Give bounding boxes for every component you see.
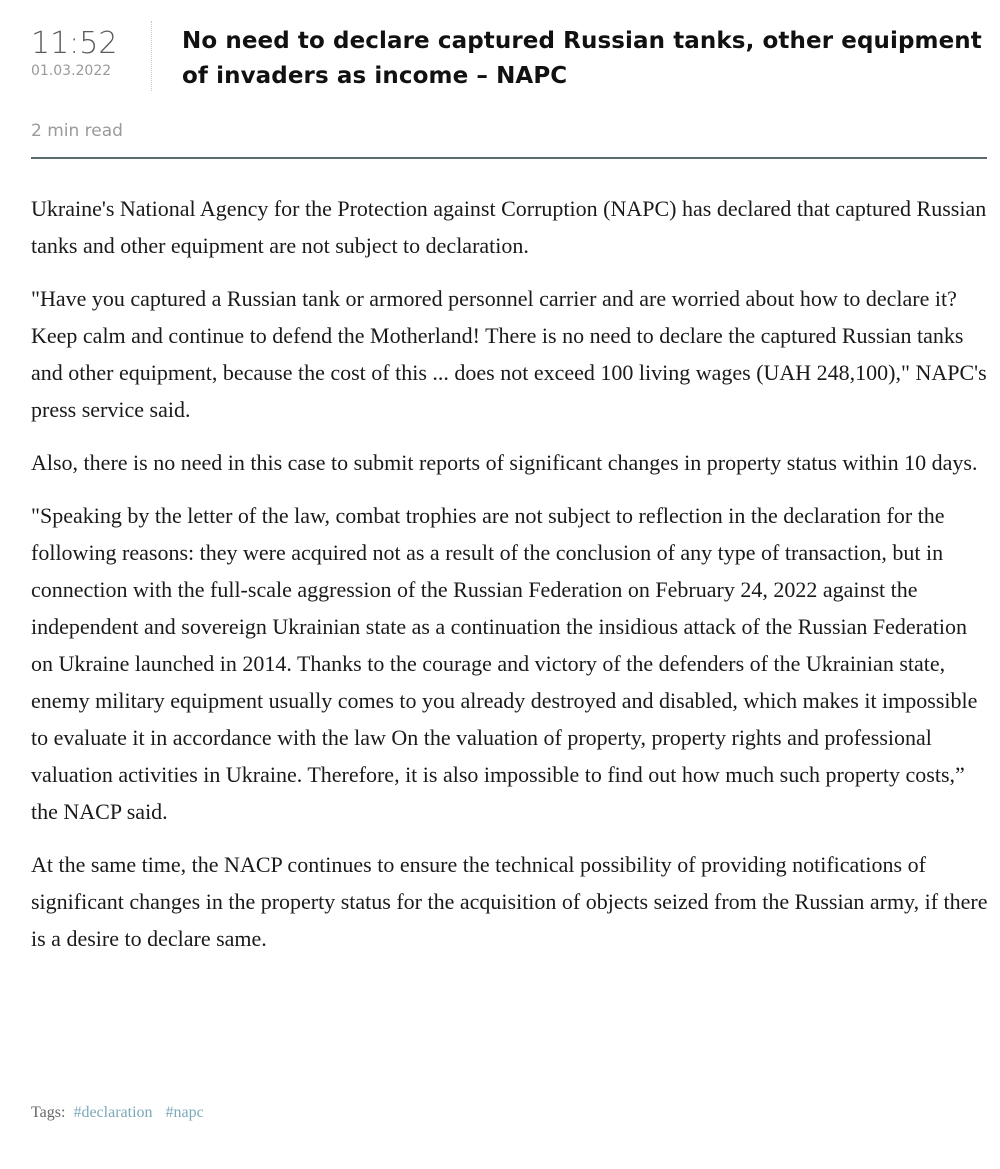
paragraph: "Have you captured a Russian tank or armored personnel carrier and are worried about how to declare it? Keep calm and continue to defend the Motherland! There is no need to declare the captured Russian tanks and other equipment, because the cost of this ... does not exceed 100 living wages (UAH 248,100)," NAPC's press service said. bbox=[31, 286, 987, 422]
article-title: No need to declare captured Russian tanks, other equipment of invaders as income – NAPC bbox=[182, 28, 982, 89]
read-time: 2 min read bbox=[31, 121, 123, 141]
tags bbox=[31, 1104, 209, 1122]
tag-link-napc[interactable]: #napc bbox=[165, 1104, 204, 1121]
publish-time: 11:52 bbox=[31, 26, 118, 61]
paragraph: "Speaking by the letter of the law, combat trophies are not subject to reflection in the declaration for the following reasons: they were acquired not as a result of the conclusion of any type of transaction, but in connection with the full-scale aggression of the Russian Federation on February 24, 2022 against the independent and sovereign Ukrainian state as a continuation the insidious attack of the Russian Federation on Ukraine launched in 2014. Thanks to the courage and victory of the defenders of the Ukrainian state, enemy military equipment usually comes to you already destroyed and disabled, which makes it impossible to evaluate it in accordance with the law On the valuation of property, property rights and professional valuation activities in Ukraine. Therefore, it is also impossible to find out how much such property costs,” the NACP said. bbox=[31, 503, 978, 824]
header-divider bbox=[151, 21, 152, 91]
paragraph: Ukraine's National Agency for the Protection against Corruption (NAPC) has declared that captured Russian tanks and other equipment are not subject to declaration. bbox=[31, 196, 987, 258]
article bbox=[31, 0, 988, 1121]
header-separator bbox=[31, 157, 987, 159]
publish-date: 01.03.2022 bbox=[31, 63, 112, 79]
paragraph: Also, there is no need in this case to submit reports of significant changes in property status within 10 days. bbox=[31, 450, 978, 475]
tags-label: Tags: bbox=[31, 1104, 66, 1121]
article-header bbox=[31, 0, 987, 118]
timestamp bbox=[31, 28, 131, 80]
tag-link-declaration[interactable]: #declaration bbox=[73, 1104, 153, 1121]
article-body bbox=[31, 190, 991, 973]
paragraph: At the same time, the NACP continues to ensure the technical possibility of providing notifications of significant changes in the property status for the acquisition of objects seized from the Russian army, if there is a desire to declare same. bbox=[31, 852, 988, 951]
